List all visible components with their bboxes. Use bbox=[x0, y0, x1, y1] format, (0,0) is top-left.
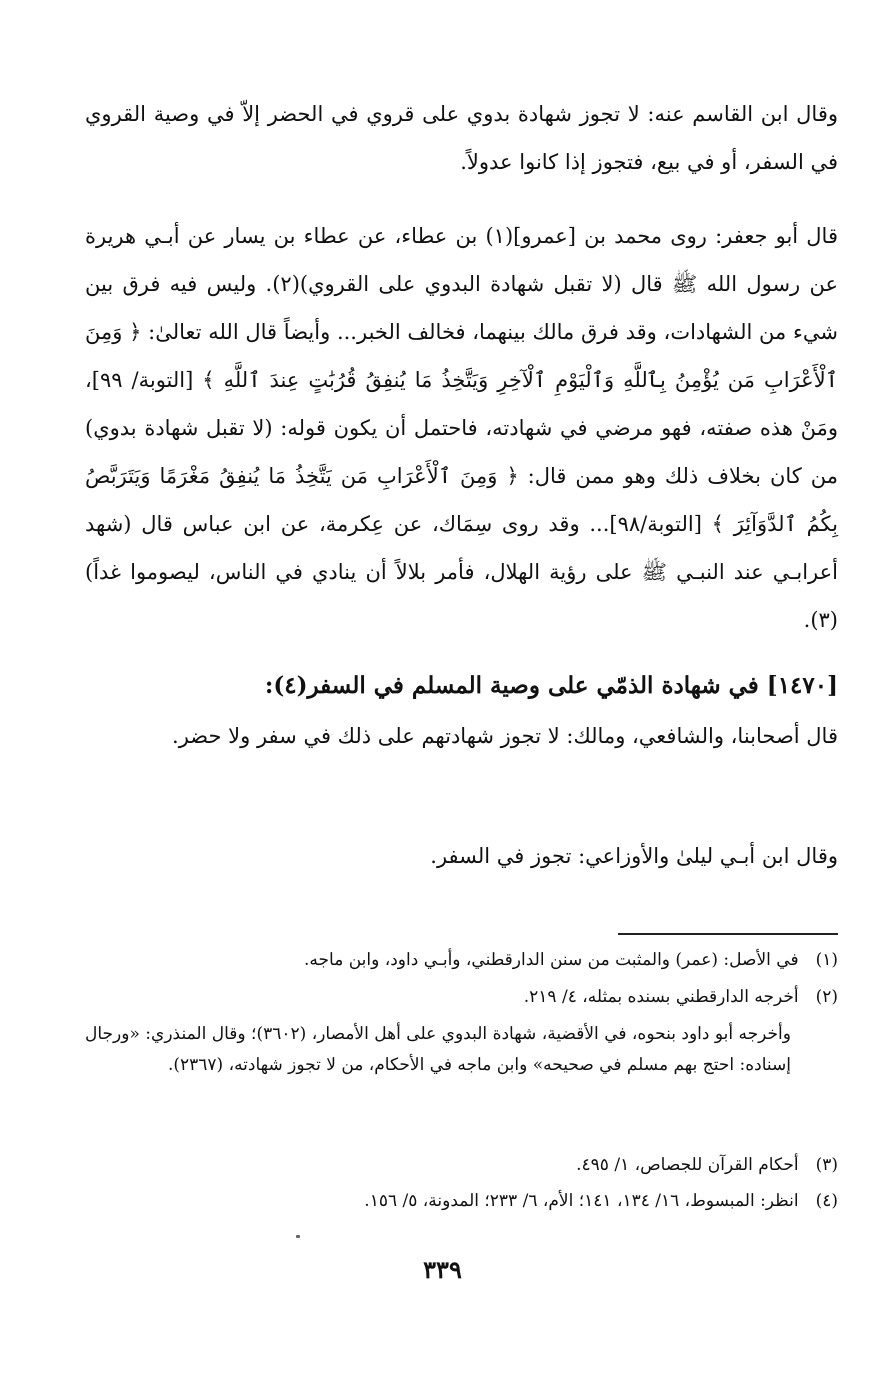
footnote-text: في الأصل: (عمر) والمثبت من سنن الدارقطني، وأبـي داود، وابن ماجه. bbox=[304, 950, 799, 970]
footnote-text: أحكام القرآن للجصاص، ١/ ٤٩٥. bbox=[576, 1155, 799, 1175]
footnote-2 bbox=[85, 982, 838, 1013]
footnote-number: (٣) bbox=[815, 1155, 838, 1175]
paragraph-ibn-al-qasim: وقال ابن القاسم عنه: لا تجوز شهادة بدوي على قروي في الحضر إلاّ في وصية القروي في السفر، أو في بيع، فتجوز إذا كانوا عدولاً. bbox=[85, 102, 838, 174]
page-number: ٣٣٩ bbox=[423, 1255, 462, 1284]
footnote-number: (١) bbox=[815, 950, 838, 970]
footnote-text: أخرجه الدارقطني بسنده بمثله، ٤/ ٢١٩. bbox=[523, 987, 799, 1007]
footnote-1 bbox=[85, 945, 838, 976]
paragraph-abu-jafar: قال أبو جعفر: روى محمد بن [عمرو](١) بن عطاء، عن عطاء بن يسار عن أبـي هريرة عن رسول الله ﷺ قال (لا تقبل شهادة البدوي على القروي)(٢). وليس فيه فرق بين شيء من الشهادات، وقد فرق مالك بينهما، فخالف الخبر... وأيضاً قال الله تعالىٰ: ﴿ وَمِنَ ٱلْأَعْرَابِ مَن يُؤْمِنُ بِٱللَّهِ وَٱلْيَوْمِ ٱلْآخِرِ وَيَتَّخِذُ مَا يُنفِقُ قُرُبَٰتٍ عِندَ ٱللَّهِ ﴾ [التوبة/ ٩٩]، ومَنْ هذه صفته، فهو مرضي في شهادته، فاحتمل أن يكون قوله: (لا تقبل شهادة بدوي) من كان بخلاف ذلك وهو ممن قال: ﴿ وَمِنَ ٱلْأَعْرَابِ مَن يَتَّخِذُ مَا يُنفِقُ مَغْرَمًا وَيَتَرَبَّصُ بِكُمُ ٱلدَّوَآئِرَ ﴾ [التوبة/٩٨]... وقد روى سِمَاك، عن عِكرمة، عن ابن عباس قال (شهد أعرابـي عند النبـي ﷺ على رؤية الهلال، فأمر بلالاً أن ينادي في الناس، ليصوموا غداً)(٣). bbox=[85, 224, 838, 632]
footnote-number: (٢) bbox=[815, 987, 838, 1007]
print-speck bbox=[296, 1235, 300, 1238]
footnote-text: انظر: المبسوط، ١٦/ ١٣٤، ١٤١؛ الأم، ٦/ ٢٣٣؛ المدونة، ٥/ ١٥٦. bbox=[364, 1191, 799, 1211]
footnote-2-continuation: وأخرجه أبو داود بنحوه، في الأقضية، شهادة البدوي على أهل الأمصار، (٣٦٠٢)؛ وقال المنذري: «ورجال إسناده: احتج بهم مسلم في صحيحه» وابن ماجه في الأحكام، من لا تجوز شهادته، (٢٣٦٧). bbox=[85, 1024, 791, 1075]
footnote-separator bbox=[618, 933, 838, 935]
section-heading: [١٤٧٠] في شهادة الذمّي على وصية المسلم في السفر(٤): bbox=[264, 672, 838, 699]
footnote-4 bbox=[85, 1186, 838, 1217]
footnote-number: (٤) bbox=[815, 1191, 838, 1211]
paragraph-ibn-abi-layla: وقال ابن أبـي ليلىٰ والأوزاعي: تجوز في السفر. bbox=[430, 844, 838, 868]
footnote-3 bbox=[85, 1150, 838, 1181]
paragraph-our-companions: قال أصحابنا، والشافعي، ومالك: لا تجوز شهادتهم على ذلك في سفر ولا حضر. bbox=[172, 724, 838, 748]
